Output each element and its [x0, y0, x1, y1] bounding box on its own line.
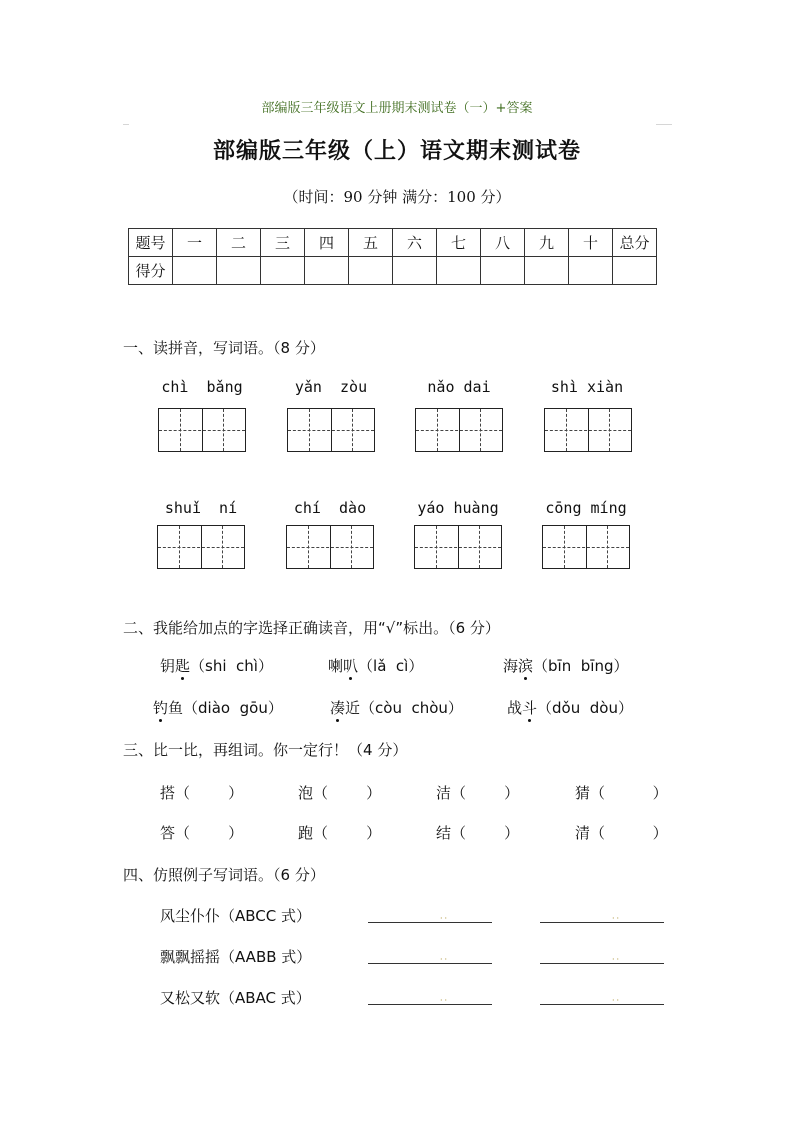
- pronunciation-options[interactable]: （còu chòu）: [360, 699, 463, 717]
- score-table-col: 四: [305, 229, 349, 257]
- writing-grid[interactable]: [414, 525, 502, 569]
- pronunciation-item: [160, 655, 273, 676]
- score-cell[interactable]: [525, 257, 569, 285]
- char: 喇: [328, 657, 344, 675]
- score-cell[interactable]: [261, 257, 305, 285]
- pronunciation-item: [153, 697, 283, 718]
- score-table-label: 得分: [129, 257, 173, 285]
- dotted-char: 凑: [330, 699, 346, 717]
- score-cell[interactable]: [349, 257, 393, 285]
- header-rule-right: [656, 124, 672, 125]
- score-cell[interactable]: [217, 257, 261, 285]
- pinyin-label: shì xiàn: [550, 378, 624, 396]
- score-cell[interactable]: [437, 257, 481, 285]
- pronunciation-item: [330, 697, 463, 718]
- pronunciation-options[interactable]: （shi chì）: [190, 657, 273, 675]
- example-word: 飘飘摇摇（AABB 式）: [160, 948, 312, 966]
- word-item[interactable]: 猜（ ）: [575, 784, 668, 802]
- score-table-col: 五: [349, 229, 393, 257]
- score-cell[interactable]: [173, 257, 217, 285]
- section-4-heading: 四、仿照例子写词语。（6 分）: [123, 866, 325, 884]
- char: 海: [503, 657, 519, 675]
- score-table-col: 三: [261, 229, 305, 257]
- writing-grid[interactable]: [542, 525, 630, 569]
- char: 战: [507, 699, 523, 717]
- answer-blank[interactable]: ··: [368, 1004, 492, 1005]
- pronunciation-options[interactable]: （dǒu dòu）: [537, 699, 633, 717]
- writing-grid[interactable]: [415, 408, 503, 452]
- writing-grid[interactable]: [287, 408, 375, 452]
- char: 鱼: [168, 699, 184, 717]
- pinyin-label: yǎn zòu: [294, 378, 368, 396]
- answer-blank[interactable]: ··: [368, 922, 492, 923]
- pronunciation-options[interactable]: （bīn bīng）: [533, 657, 629, 675]
- word-item[interactable]: 洁（ ）: [436, 784, 520, 802]
- header-rule-left: [123, 124, 129, 125]
- score-table-col: 二: [217, 229, 261, 257]
- answer-blank[interactable]: ··: [540, 922, 664, 923]
- section-3-heading: 三、比一比，再组词。你一定行！（4 分）: [123, 741, 408, 759]
- word-item[interactable]: 结（ ）: [436, 824, 520, 842]
- score-table-label: 题号: [129, 229, 173, 257]
- section-2-heading: 二、我能给加点的字选择正确读音，用“√”标出。（6 分）: [123, 619, 500, 637]
- writing-grid[interactable]: [158, 408, 246, 452]
- writing-grid[interactable]: [157, 525, 245, 569]
- answer-blank[interactable]: ··: [540, 963, 664, 964]
- score-table-header-row: [129, 229, 657, 257]
- pronunciation-item: [507, 697, 633, 718]
- pronunciation-options[interactable]: （diào gōu）: [183, 699, 283, 717]
- pinyin-label: yáo huàng: [417, 499, 499, 517]
- pinyin-label: cōng míng: [545, 499, 627, 517]
- pronunciation-options[interactable]: （lǎ cì）: [358, 657, 424, 675]
- dotted-char: 钓: [153, 699, 169, 717]
- word-item[interactable]: 跑（ ）: [298, 824, 382, 842]
- word-item[interactable]: 搭（ ）: [160, 784, 244, 802]
- writing-grid[interactable]: [286, 525, 374, 569]
- score-table-col: 八: [481, 229, 525, 257]
- pronunciation-item: [503, 655, 628, 676]
- header-title: 部编版三年级语文上册期末测试卷（一）+答案: [261, 101, 533, 116]
- example-word: 风尘仆仆（ABCC 式）: [160, 907, 312, 925]
- word-item[interactable]: 清（ ）: [575, 824, 668, 842]
- word-item[interactable]: 答（ ）: [160, 824, 244, 842]
- dotted-char: 叭: [343, 657, 359, 675]
- section-1-heading: 一、读拼音，写词语。（8 分）: [123, 339, 325, 357]
- dotted-char: 斗: [522, 699, 538, 717]
- score-table-col: 七: [437, 229, 481, 257]
- score-table-col: 六: [393, 229, 437, 257]
- pinyin-label: chí dào: [293, 499, 367, 517]
- dotted-char: 滨: [518, 657, 534, 675]
- answer-blank[interactable]: ··: [368, 963, 492, 964]
- score-cell[interactable]: [569, 257, 613, 285]
- score-table-col: 十: [569, 229, 613, 257]
- score-table-score-row: [129, 257, 657, 285]
- char: 近: [345, 699, 361, 717]
- dotted-char: 匙: [175, 657, 191, 675]
- score-table-col: 九: [525, 229, 569, 257]
- writing-grid[interactable]: [544, 408, 632, 452]
- score-cell[interactable]: [481, 257, 525, 285]
- answer-blank[interactable]: ··: [540, 1004, 664, 1005]
- pinyin-label: chì bǎng: [161, 378, 243, 396]
- score-cell[interactable]: [393, 257, 437, 285]
- score-cell[interactable]: [613, 257, 657, 285]
- pronunciation-item: [328, 655, 423, 676]
- char: 钥: [160, 657, 176, 675]
- word-item[interactable]: 泡（ ）: [298, 784, 382, 802]
- score-table-col: 一: [173, 229, 217, 257]
- pinyin-label: nǎo dai: [427, 378, 491, 396]
- pinyin-label: shuǐ ní: [164, 499, 238, 517]
- page-title: 部编版三年级（上）语文期末测试卷: [212, 139, 581, 164]
- score-cell[interactable]: [305, 257, 349, 285]
- exam-info: （时间：90 分钟 满分：100 分）: [283, 188, 511, 206]
- example-word: 又松又软（ABAC 式）: [160, 989, 311, 1007]
- score-table-col: 总分: [613, 229, 657, 257]
- score-table: [128, 228, 657, 285]
